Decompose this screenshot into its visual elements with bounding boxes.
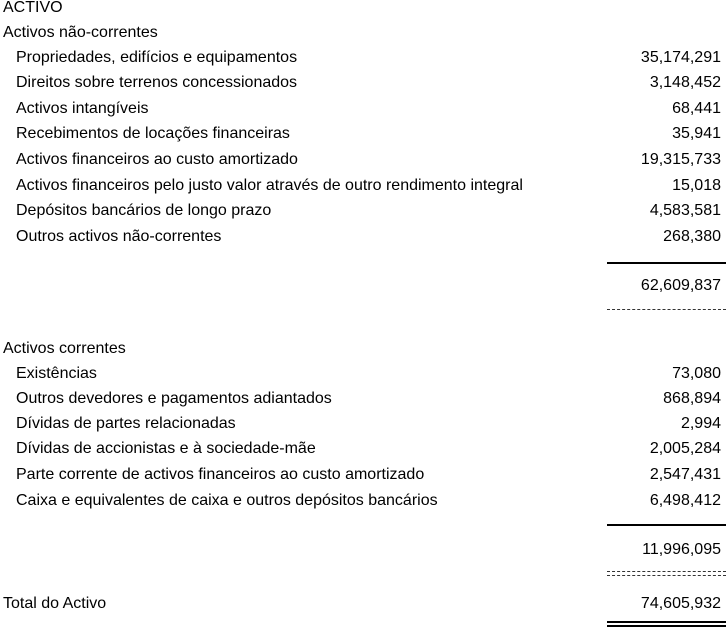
- row-amount: 6,498,412: [649, 492, 721, 509]
- row-amount: 868,894: [663, 390, 721, 407]
- total-line: [0, 593, 726, 615]
- table-row: [0, 72, 726, 94]
- table-row: [0, 413, 726, 435]
- row-amount: 35,941: [672, 125, 721, 142]
- current-section-title-line: [0, 338, 726, 360]
- row-amount: 4,583,581: [649, 202, 721, 219]
- table-row: [0, 438, 726, 460]
- row-amount: 73,080: [672, 365, 721, 382]
- row-label: Recebimentos de locações financeiras: [16, 125, 290, 142]
- row-label: Direitos sobre terrenos concessionados: [16, 74, 298, 91]
- subtotal-rule-top: [607, 262, 726, 264]
- total-double-rule: [607, 621, 726, 627]
- row-label: Outros activos não-correntes: [16, 228, 222, 245]
- row-amount: 15,018: [672, 177, 721, 194]
- non-current-subtotal-line: [0, 275, 726, 297]
- table-row: [0, 98, 726, 120]
- table-row: [0, 200, 726, 222]
- row-label: Existências: [16, 365, 97, 382]
- subtotal-rule-bottom-2: [607, 575, 726, 576]
- row-label: Dívidas de partes relacionadas: [16, 415, 236, 432]
- statement-heading: ACTIVO: [3, 0, 63, 16]
- row-amount: 2,547,431: [649, 466, 721, 483]
- table-row: [0, 490, 726, 512]
- row-label: Caixa e equivalentes de caixa e outros depósitos bancários: [16, 492, 438, 509]
- row-amount: 19,315,733: [640, 151, 721, 168]
- subtotal-rule-bottom: [607, 571, 726, 572]
- non-current-section-title: Activos não-correntes: [3, 24, 158, 41]
- row-amount: 268,380: [663, 228, 721, 245]
- row-label: Activos financeiros ao custo amortizado: [16, 151, 298, 168]
- statement-heading-line: [0, 0, 726, 19]
- table-row: [0, 47, 726, 69]
- row-amount: 35,174,291: [640, 49, 721, 66]
- total-amount: 74,605,932: [640, 595, 721, 612]
- current-subtotal-line: [0, 539, 726, 561]
- row-amount: 3,148,452: [649, 74, 721, 91]
- table-row: [0, 123, 726, 145]
- row-amount: 2,005,284: [649, 440, 721, 457]
- row-label: Activos intangíveis: [16, 100, 149, 117]
- non-current-section-title-line: [0, 22, 726, 44]
- table-row: [0, 149, 726, 171]
- table-row: [0, 464, 726, 486]
- row-label: Parte corrente de activos financeiros ao custo amortizado: [16, 466, 425, 483]
- current-subtotal: 11,996,095: [642, 541, 721, 558]
- table-row: [0, 388, 726, 410]
- row-label: Depósitos bancários de longo prazo: [16, 202, 272, 219]
- row-label: Propriedades, edifícios e equipamentos: [16, 49, 298, 66]
- table-row: [0, 363, 726, 385]
- row-label: Outros devedores e pagamentos adiantados: [16, 390, 332, 407]
- row-label: Activos financeiros pelo justo valor através de outro rendimento integral: [16, 177, 523, 194]
- row-amount: 2,994: [680, 415, 721, 432]
- row-label: Dívidas de accionistas e à sociedade-mãe: [16, 440, 316, 457]
- non-current-subtotal: 62,609,837: [640, 277, 721, 294]
- subtotal-rule-bottom: [607, 309, 726, 310]
- row-amount: 68,441: [672, 100, 721, 117]
- table-row: [0, 226, 726, 248]
- table-row: [0, 175, 726, 197]
- current-section-title: Activos correntes: [3, 340, 126, 357]
- subtotal-rule-top: [607, 524, 726, 526]
- total-label: Total do Activo: [3, 595, 107, 612]
